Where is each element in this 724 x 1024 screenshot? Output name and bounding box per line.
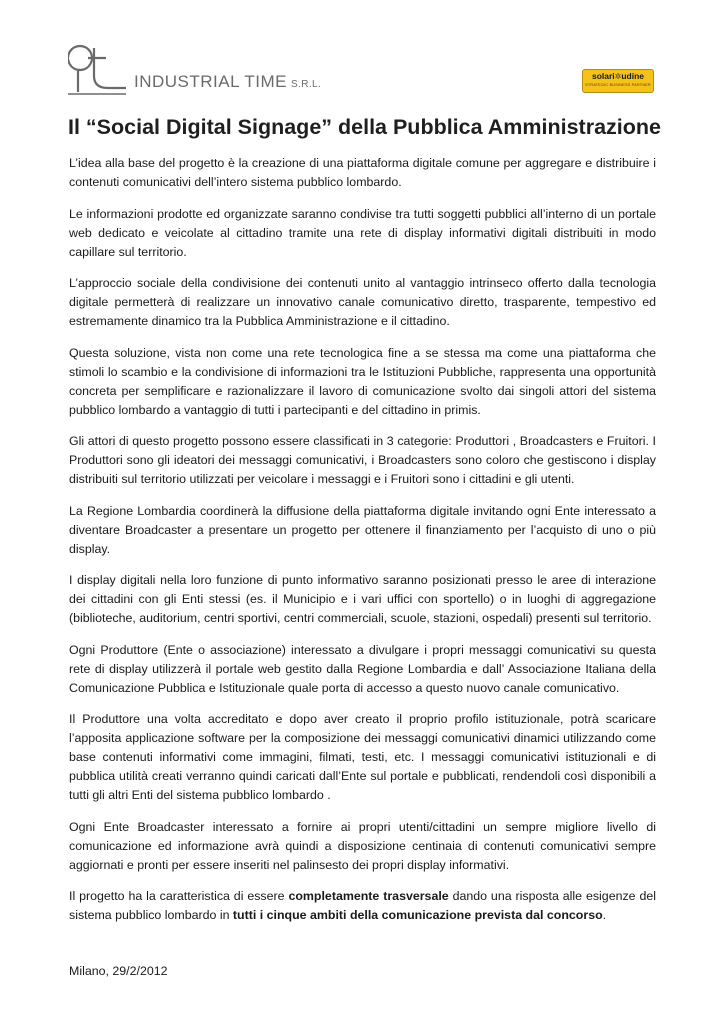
- closing-text-3: .: [602, 908, 607, 922]
- paragraph: I display digitali nella loro funzione di punto informativo saranno posizionati presso le aree di interazione dei cittadini con gli Enti stessi (es. il Municipio e i vari uffici con sportello) o in luoghi di aggregazione (biblioteche, auditorium, centri sportivi, centri commerciali, scuole, stazioni, ospedali) presenti sul territorio.: [69, 573, 656, 625]
- company-suffix: S.R.L.: [290, 79, 322, 90]
- paragraph: Le informazioni prodotte ed organizzate saranno condivise tra tutti soggetti pubblici all’interno di un portale web dedicato e veicolate al cittadino tramite una rete di display informativi digitali distribuiti in modo capillare sul territorio.: [69, 206, 656, 259]
- company-name: [134, 72, 321, 92]
- paragraph: L’approccio sociale della condivisione dei contenuti unito al vantaggio intrinseco offerto dalla tecnologia digitale permetterà di realizzare un innovativo canale comunicativo diretto, trasparente, tempestivo ed estremamente dinamico tra la Pubblica Amministrazione e il cittadino.: [69, 276, 656, 328]
- letterhead: [68, 42, 656, 98]
- company-name-text: INDUSTRIAL TIME: [134, 72, 287, 91]
- paragraph: Gli attori di questo progetto possono essere classificati in 3 categorie: Produttori , Broadcasters e Fruitori. I Produttori sono gli ideatori dei messaggi comunicativi, i Broadcasters sono coloro che gestiscono i display distribuiti sul territorio utilizzati per veicolare i messaggi e i Fruitori sono i cittadini e gli utenti.: [69, 434, 656, 486]
- partner-logo-gear-icon: ✲: [614, 72, 622, 81]
- place-and-date: Milano, 29/2/2012: [69, 964, 168, 978]
- partner-logo-tagline: STRATEGIC BUSINESS PARTNER: [585, 83, 651, 87]
- paragraph: Ogni Ente Broadcaster interessato a fornire ai propri utenti/cittadini un sempre migliore livello di comunicazione ed informazione avrà quindi a disposizione centinaia di contenuti comunicativi sempre aggiornati e pronti per essere inseriti nel palinsesto dei propri display informativi.: [69, 819, 656, 872]
- paragraph: L’idea alla base del progetto è la creazione di una piattaforma digitale comune per aggregare e distribuire i contenuti comunicativi dell’intero sistema pubblico lombardo.: [69, 156, 656, 189]
- closing-paragraph: [69, 887, 656, 925]
- closing-bold-1: completamente trasversale: [288, 889, 449, 903]
- document-body: [69, 154, 656, 938]
- paragraph: La Regione Lombardia coordinerà la diffusione della piattaforma digitale invitando ogni Ente interessato a diventare Broadcaster a presentare un progetto per ottenere il finanziamento per l’acquisto di uno o più display.: [69, 503, 656, 556]
- paragraph: Questa soluzione, vista non come una rete tecnologica fine a se stessa ma come una piattaforma che stimoli lo scambio e la condivisione di informazioni tra le Istituzioni Pubbliche, rappresenta una opportunità concreta per semplificare e razionalizzare il lavoro di comunicazione svolto dai singoli attori del sistema pubblico lombardo a vantaggio di tutti i partecipanti e del cittadino in primis.: [69, 345, 656, 417]
- partner-logo: [582, 69, 654, 93]
- partner-name-right: udine: [621, 71, 645, 81]
- closing-text-2: dando una risposta alle esigenze del sistema pubblico lombardo in: [69, 889, 656, 922]
- partner-logo-name: [583, 71, 653, 81]
- industrial-time-logo-icon: [68, 42, 128, 96]
- closing-text-1: Il progetto ha la caratteristica di essere: [69, 889, 289, 903]
- document-title: Il “Social Digital Signage” della Pubblica Amministrazione: [68, 115, 661, 139]
- paragraph: Ogni Produttore (Ente o associazione) interessato a divulgare i propri messaggi comunicativi su questa rete di display utilizzerà il portale web gestito dalla Regione Lombardia e dall’ Associazione Italiana della Comunicazione Pubblica e Istituzionale quale porta di accesso a questo nuovo canale comunicativo.: [69, 642, 656, 695]
- partner-name-left: solari: [591, 71, 615, 81]
- closing-bold-2: tutti i cinque ambiti della comunicazione prevista dal concorso: [232, 908, 603, 922]
- paragraph: Il Produttore una volta accreditato e dopo aver creato il proprio profilo istituzionale, potrà scaricare l’apposita applicazione software per la composizione dei messaggi comunicativi dinamici utilizzando come base contenuti informativi come immagini, filmati, testi, etc. I messaggi comunicativi istituzionali e di pubblica utilità creati verranno quindi caricati dall’Ente sul portale e pubblicati, rendendoli così disponibili a tutti gli altri Enti del sistema pubblico lombardo .: [69, 712, 656, 802]
